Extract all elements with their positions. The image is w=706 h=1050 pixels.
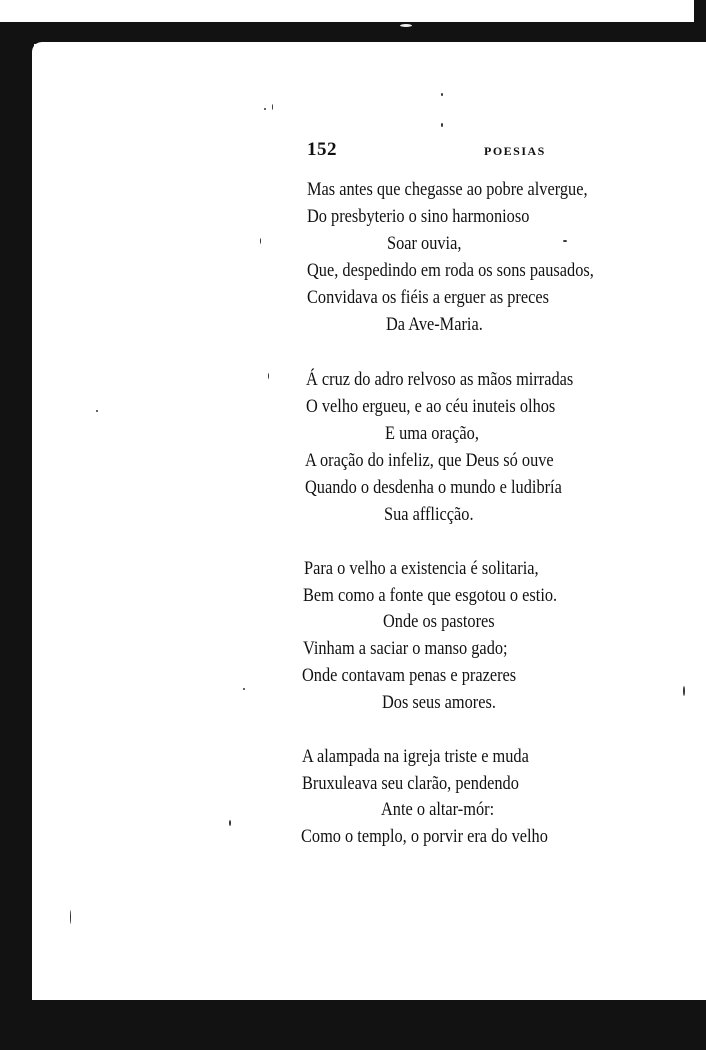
poem-line: A alampada na igreja triste e muda bbox=[302, 746, 529, 767]
speck bbox=[96, 410, 98, 412]
poem-line: Ante o altar-mór: bbox=[381, 799, 495, 820]
poem-line: Da Ave-Maria. bbox=[386, 314, 483, 335]
speck bbox=[70, 910, 71, 924]
poem-line: Que, despedindo em roda os sons pausados, bbox=[307, 260, 594, 281]
poem-line: Onde contavam penas e prazeres bbox=[302, 665, 517, 686]
poem-line: Soar ouvia, bbox=[387, 233, 462, 254]
speck bbox=[563, 240, 567, 242]
poem-line: Quando o desdenha o mundo e ludibría bbox=[305, 477, 562, 498]
scan-border-left bbox=[0, 22, 34, 1050]
speck bbox=[268, 373, 269, 379]
page-header bbox=[307, 139, 607, 163]
speck bbox=[400, 24, 412, 27]
poem-line: Para o velho a existencia é solitaria, bbox=[304, 558, 539, 579]
speck bbox=[441, 93, 443, 96]
poem-line: Dos seus amores. bbox=[382, 692, 496, 713]
poem-line: Bem como a fonte que esgotou o estio. bbox=[303, 585, 558, 606]
poem-line: Onde os pastores bbox=[383, 611, 495, 632]
poem-line: Convidava os fiéis a erguer as preces bbox=[307, 287, 549, 308]
scan-border-bottom bbox=[0, 1000, 706, 1050]
speck bbox=[264, 108, 266, 110]
poem-line: Bruxuleava seu clarão, pendendo bbox=[302, 773, 519, 794]
speck bbox=[260, 238, 261, 244]
poem-line: Mas antes que chegasse ao pobre alvergue, bbox=[307, 179, 588, 200]
page-number: 152 bbox=[307, 139, 337, 160]
speck bbox=[229, 820, 231, 826]
speck bbox=[243, 688, 245, 690]
poem-line: Á cruz do adro relvoso as mãos mirradas bbox=[306, 369, 574, 390]
speck bbox=[683, 686, 685, 696]
running-head: POESIAS bbox=[484, 144, 546, 158]
poem-line: Vinham a saciar o manso gado; bbox=[303, 638, 508, 659]
poem-line: Do presbyterio o sino harmonioso bbox=[307, 206, 530, 227]
poem-line: O velho ergueu, e ao céu inuteis olhos bbox=[306, 396, 556, 417]
poem-line: A oração do infeliz, que Deus só ouve bbox=[305, 450, 554, 471]
poem-line: Sua afflicção. bbox=[384, 504, 474, 525]
scan-border-top bbox=[0, 22, 706, 44]
poem-line: E uma oração, bbox=[385, 423, 479, 444]
speck bbox=[272, 104, 273, 110]
poem-line: Como o templo, o porvir era do velho bbox=[301, 826, 548, 847]
speck bbox=[441, 123, 443, 127]
